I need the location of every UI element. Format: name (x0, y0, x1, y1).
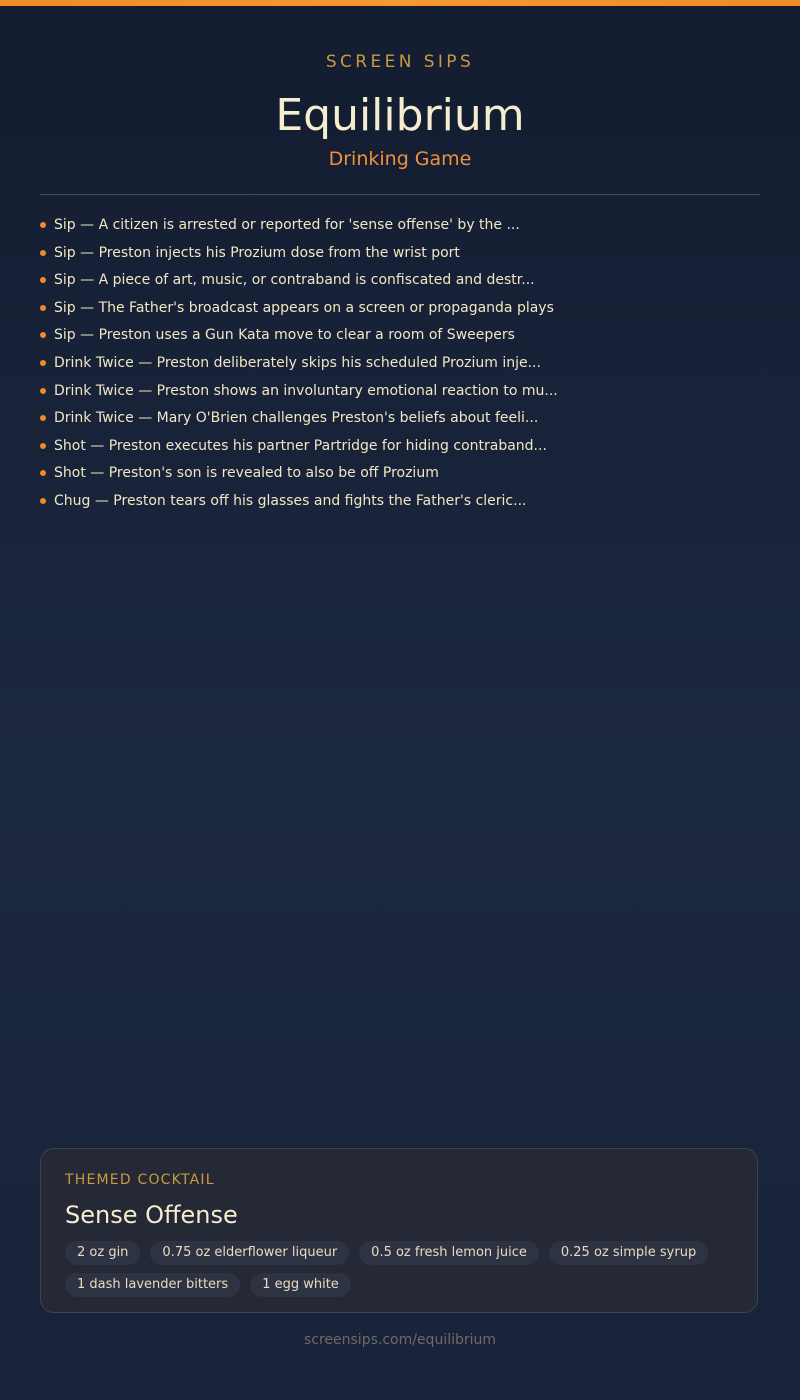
bullet-icon (40, 222, 46, 228)
cocktail-card (40, 1148, 758, 1313)
page-subtitle: Drinking Game (328, 148, 472, 170)
top-accent-bar (0, 0, 800, 6)
rule-text: Sip — Preston injects his Prozium dose from the wrist port (54, 244, 460, 261)
rule-item (40, 405, 740, 433)
rule-item (40, 212, 740, 240)
cocktail-name: Sense Offense (65, 1201, 238, 1229)
rule-text: Drink Twice — Preston deliberately skips his scheduled Prozium inje... (54, 354, 541, 371)
ingredient-list (65, 1241, 733, 1297)
rule-text: Chug — Preston tears off his glasses and fights the Father's cleric... (54, 492, 527, 509)
bullet-icon (40, 443, 46, 449)
ingredient-chip: 0.75 oz elderflower liqueur (150, 1241, 349, 1265)
ingredient-chip: 2 oz gin (65, 1241, 140, 1265)
rule-item (40, 488, 740, 516)
rule-text: Drink Twice — Preston shows an involuntary emotional reaction to mu... (54, 382, 558, 399)
bullet-icon (40, 305, 46, 311)
rule-item (40, 378, 740, 406)
rule-item (40, 322, 740, 350)
rule-text: Shot — Preston's son is revealed to also be off Prozium (54, 465, 439, 482)
rule-item (40, 433, 740, 461)
ingredient-chip: 1 egg white (250, 1273, 351, 1297)
cocktail-label: THEMED COCKTAIL (65, 1172, 215, 1188)
bullet-icon (40, 388, 46, 394)
brand-label: SCREEN SIPS (325, 52, 475, 72)
rule-text: Sip — Preston uses a Gun Kata move to clear a room of Sweepers (54, 327, 515, 344)
rule-text: Sip — A citizen is arrested or reported for 'sense offense' by the ... (54, 217, 520, 233)
bullet-icon (40, 415, 46, 421)
bullet-icon (40, 360, 46, 366)
ingredient-chip: 0.25 oz simple syrup (549, 1241, 708, 1265)
rule-text: Sip — The Father's broadcast appears on a screen or propaganda plays (54, 299, 554, 316)
header-divider (40, 194, 760, 195)
rule-item (40, 240, 740, 268)
ingredient-chip: 1 dash lavender bitters (65, 1273, 240, 1297)
rule-item (40, 295, 740, 323)
rule-text: Shot — Preston executes his partner Partridge for hiding contraband... (54, 437, 547, 454)
rule-item (40, 267, 740, 295)
rule-text: Sip — A piece of art, music, or contraband is confiscated and destr... (54, 272, 535, 289)
ingredient-chip: 0.5 oz fresh lemon juice (359, 1241, 539, 1265)
bullet-icon (40, 470, 46, 476)
rule-item (40, 460, 740, 488)
bullet-icon (40, 250, 46, 256)
bullet-icon (40, 332, 46, 338)
footer-url: screensips.com/equilibrium (303, 1332, 497, 1348)
rule-item (40, 350, 740, 378)
page-title: Equilibrium (275, 90, 525, 141)
bullet-icon (40, 277, 46, 283)
rules-list (40, 212, 740, 516)
rule-text: Drink Twice — Mary O'Brien challenges Preston's beliefs about feeli... (54, 410, 539, 427)
page-header (0, 50, 800, 172)
bullet-icon (40, 498, 46, 504)
